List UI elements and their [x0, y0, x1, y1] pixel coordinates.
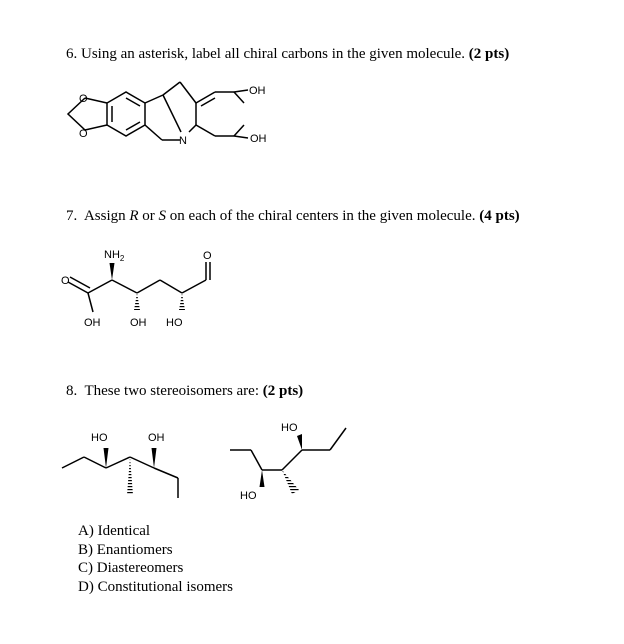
- nh2-label: $NH_2$: [104, 249, 125, 263]
- question-6-points: (2 pts): [468, 46, 510, 62]
- o-label-carbonyl-left: O: [61, 275, 70, 287]
- wedge-bond-ho-right-top: [297, 434, 302, 450]
- question-7-points: (4 pts): [479, 208, 520, 224]
- o-label-bottom: O: [79, 128, 88, 140]
- o-label-top: O: [79, 93, 88, 105]
- question-7-prompt-b: on each of the chiral centers in the given molecule.: [169, 208, 476, 224]
- question-7-number: 7.: [66, 208, 78, 224]
- oh-label-top: OH: [249, 85, 266, 97]
- ho-label-right-top: HO: [281, 422, 298, 434]
- n-label: N: [179, 135, 187, 147]
- molecule-8-right: [230, 428, 346, 470]
- choice-b[interactable]: B) Enantiomers: [78, 541, 173, 558]
- hash-bond-methyl-right: [282, 470, 299, 494]
- ho-label-right-bottom: HO: [240, 490, 257, 502]
- hash-bond-ho: [179, 293, 185, 310]
- molecule-6: [68, 82, 248, 140]
- hash-bond-methyl-left: [127, 457, 133, 495]
- question-7-s: S: [158, 208, 167, 224]
- question-6-prompt: Using an asterisk, label all chiral carbons in the given molecule.: [81, 46, 466, 62]
- wedge-bond-ho-left: [104, 448, 109, 468]
- ho-label-left: HO: [91, 432, 108, 444]
- wedge-bond-ho-right-bottom: [260, 470, 265, 487]
- oh-label-bottom: OH: [250, 133, 267, 145]
- ho-label: HO: [166, 317, 183, 329]
- choice-d[interactable]: D) Constitutional isomers: [78, 578, 233, 595]
- oh-label-left: OH: [148, 432, 165, 444]
- choice-a[interactable]: A) Identical: [78, 523, 151, 539]
- o-label-carbonyl-right: O: [203, 250, 212, 262]
- wedge-bond-nh2: [110, 263, 115, 280]
- choice-c[interactable]: C) Diastereomers: [78, 560, 184, 576]
- question-7-or: or: [142, 208, 155, 224]
- question-8-number: 8.: [66, 383, 78, 399]
- question-7-r: R: [129, 208, 139, 224]
- molecule-8-left: [62, 457, 178, 498]
- wedge-bond-oh-left: [152, 448, 157, 468]
- question-8-prompt: These two stereoisomers are:: [84, 383, 260, 399]
- oh-label-2: OH: [130, 317, 147, 329]
- hash-bond-oh: [134, 293, 140, 310]
- question-6-number: 6.: [66, 46, 78, 62]
- question-7-prompt-a: Assign: [83, 208, 126, 224]
- question-8-points: (2 pts): [262, 383, 304, 399]
- oh-label-1: OH: [84, 317, 101, 329]
